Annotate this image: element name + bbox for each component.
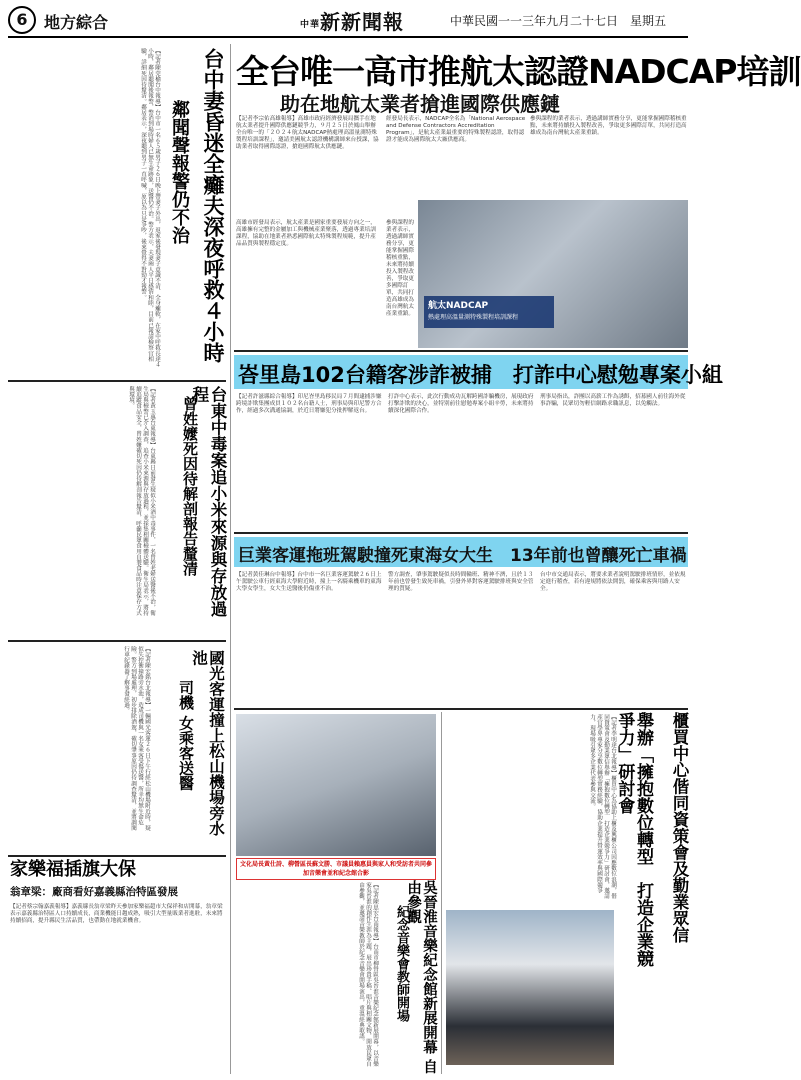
divider xyxy=(234,532,688,534)
divider xyxy=(234,708,688,710)
lead-text-col4: 參與課程的業者表示，透過講師實務分享，更能掌握國際稽核重點，未來將持續投入製程改善，爭取更多國際訂單，共同打造高雄成為南台灣航太產業重鎮。 xyxy=(386,220,414,317)
story2-subheadline: 曾姓嬤死因待解剖報告釐清 xyxy=(181,396,199,576)
masthead xyxy=(0,0,695,40)
divider xyxy=(8,380,226,382)
story2-text-col1: 【記者許滋縣綜合報導】印尼峇里島移民局７月間逮捕涉嫌跨境詐欺集團成員１０２名台籍人士，刑事局與印尼警方合作，經過多次溝通協調，於近日將嫌犯分批押解返台。 xyxy=(236,394,382,414)
museum-subheadline: 紀念音樂會教師開場 xyxy=(394,905,409,1022)
museum-text: 【記者陳思宏台南報導】台南市柳營區吳晉淮音樂紀念館新展開幕，以音樂家吳晉淮的創作生涯為主題，展出珍貴手稿、唱片與相關文物，開放民眾自由參觀，並邀請音樂教師於紀念音樂會開場演出，重溫經典歌謠。 xyxy=(358,882,378,1067)
story2-headline-banner: 峇里島102台籍客涉詐被捕 打詐中心慰勉專案小組 xyxy=(238,363,723,387)
divider xyxy=(8,855,226,857)
forum-headline: 舉辦「擁抱數位轉型 打造企業競爭力」研討會 xyxy=(614,712,653,967)
museum-headline: 吳晉淮音樂紀念館新展開幕 自由參觀 xyxy=(405,880,437,1074)
column-rule xyxy=(230,44,231,1074)
issue-date: 中華民國一一三年九月二十七日 星期五 xyxy=(450,14,667,28)
story1-subheadline: 鄰聞聲報警仍不治 xyxy=(169,100,190,244)
page-number: 6 xyxy=(8,6,36,34)
story1-text: 【記者陳莞榆台中報導】台中市一名６５歲男子２６日晚上帶妻子外出，返家後發現妻子意識不清、全身癱軟，在家中呼救長達４小時，鄰居聽聞後報警，警消到場時婦人已無生命跡象，送醫仍不治。警方表示，夫妻兩人平日感情和睦，目前已報請檢察官相驗，詳細死因待釐清。鄰居表示，深夜聽到男子一直呼喊，原以為只是爭吵，後來覺得不對勁才報警。 xyxy=(140,48,160,368)
museum-photo xyxy=(236,714,436,856)
divider xyxy=(8,640,226,642)
forum-subheadline: 櫃買中心偕同資策會及勤業眾信 xyxy=(670,712,689,943)
newspaper-logo xyxy=(300,6,404,35)
column-rule xyxy=(441,712,442,1074)
story2-text-col3: 刑事局指出，詐團以高薪工作為誘餌，招募國人前往海外從事詐騙，民眾切勿輕信網路求職訊息，以免觸法。 xyxy=(540,394,686,407)
story3-text-col3: 台中市交通局表示，將要求業者說明駕駛排班情形，並依規定進行稽查，若有違規將依法開罰，確保乘客與用路人安全。 xyxy=(540,572,686,592)
lead-text-col2: 高雄市經發局表示，航太產業是國家重要發展方向之一，高雄擁有完整的金屬加工與機械產業聚落，透過專業培訓課程，協助在地業者熟悉國際航太特殊製程規範，提升產品品質與製程穩定度。 xyxy=(236,220,376,247)
logo-small: 中華 xyxy=(300,20,321,30)
story2-text: 【記者黃玉惠台東報導】台東縣日前發生疑似小米酒中毒事件，一名曾姓老婦送醫後不治，衛生局與檢警已介入調查，追查小米來源與存放過程，並採集相關檢體送驗。衛生局表示，將持續追蹤食品安全，曾姓嬤確切死因仍待解剖報告釐清，呼籲民眾食用自製食品時注意保存方式與環境。 xyxy=(128,386,155,616)
carrefour-story xyxy=(10,860,225,1075)
forum-text: 【記者李明達台北報導】櫃買中心為協助上櫃及興櫃公司因應數位浪潮，偕同資策會及勤業眾信舉辦「擁抱數位轉型 打造企業競爭力」研討會，邀請產官學界專家分享數位轉型實務經驗，協助企業提升營運效率與國際競爭力，現場吸引眾多企業代表參與交流。 xyxy=(589,714,616,899)
lead-headline: 全台唯一高市推航太認證NADCAP培訓 xyxy=(236,52,801,91)
story3-subheadline: 司機 女乘客送醫 xyxy=(177,680,195,791)
story3-text-col1: 【記者黃佳琳台中報導】台中市一名巨業客運駕駛２６日上午駕駛公車行經東海大學附近時，撞上一名騎乘機車的東海大學女學生，女大生送醫後仍傷重不治。 xyxy=(236,572,382,592)
masthead-rule xyxy=(8,36,688,38)
carrefour-text: 【記者蔡宗翰嘉義報導】嘉義縣長翁章梁昨天參加家樂福超市大保祥和店開幕，翁章梁表示嘉義縣治特區人口持續成長，商業機能日趨成熟，吸引大型量販業者進駐，未來將持續招商，提升縣民生活品質，也帶動在地就業機會。 xyxy=(10,903,223,924)
lead-text-col3: 經發局長表示，NADCAP全名為「National Aerospace and Defense Contractors Accreditation Program」，是航太產業最重要的特殊製程認證，取得認證才能成為國際航太大廠供應商。 xyxy=(386,116,526,143)
story3-headline-banner: 巨業客運拖班駕駛撞死東海女大生 13年前也曾釀死亡車禍 xyxy=(238,546,687,566)
logo-text: 新新聞報 xyxy=(320,10,405,34)
story2-text-col2: 打詐中心表示，此次行動成功瓦解跨國詐騙機房，展現政府打擊詐欺的決心，並特別前往慰勉專案小組辛勞，未來將持續深化國際合作。 xyxy=(388,394,534,414)
lead-photo-banner xyxy=(424,296,554,328)
lead-photo-sub: 熱處理高溫量測特殊製程培訓課程 xyxy=(428,314,519,321)
story3-headline: 國光客運撞上松山機場旁水池 xyxy=(189,650,225,836)
story1-headline: 台中妻昏迷全癱夫深夜呼救４小時 xyxy=(201,48,225,363)
section-title: 地方綜合 xyxy=(44,13,109,32)
lead-photo xyxy=(418,200,688,348)
lead-text-col1: 【記者李宗佑高雄報導】高雄市政府經濟發展局攜手在地航太業者提升國際供應鏈競爭力，９月２５日於鳳山舉辦全台唯一的「２０２４航太NADCAP熱處理高溫量測特殊製程培訓課程」，邀請美國航太認證機構講師來台授課，協助業者取得國際認證，搶進國際航太供應鏈。 xyxy=(236,116,379,150)
story2-headline: 台東中毒案追小米來源與存放過程 xyxy=(189,386,227,617)
story3-text-col2: 警方調查，肇事駕駛疑似長時間輪班、精神不濟，且於１３年前也曾發生致死車禍，引發外界對客運駕駛排班與安全管理的質疑。 xyxy=(388,572,534,592)
museum-photo-caption: 文化局長黃仕詩、柳營區長蘇文勝、市議員賴惠員與家人和受訪者共同參加音樂會並和紀念館合影 xyxy=(236,858,436,880)
lead-subheadline: 助在地航太業者搶進國際供應鏈 xyxy=(280,92,560,116)
lead-text-col5: 參與課程的業者表示，透過講師實務分享，更能掌握國際稽核重點，未來將持續投入製程改善，爭取更多國際訂單，共同打造高雄成為南台灣航太產業重鎮。 xyxy=(530,116,687,136)
forum-photo xyxy=(446,910,614,1065)
carrefour-subheadline: 翁章梁：廠商看好嘉義縣治特區發展 xyxy=(10,885,178,898)
carrefour-headline: 家樂福插旗大保 xyxy=(10,859,136,880)
divider xyxy=(234,350,688,352)
story3-text: 【記者陳宏銘台北報導】一輛國光客運２６日下午行經松山機場附近時，疑似失控衝撞路旁水池，造成司機與一名女乘客受傷送醫，所幸均無生命危險。警方到場處理，初步排除酒駕，確切肇事原因仍待調查釐清，並將調閱行車紀錄器了解事發經過。 xyxy=(123,646,150,831)
lead-photo-title: 航太NADCAP xyxy=(428,301,489,311)
